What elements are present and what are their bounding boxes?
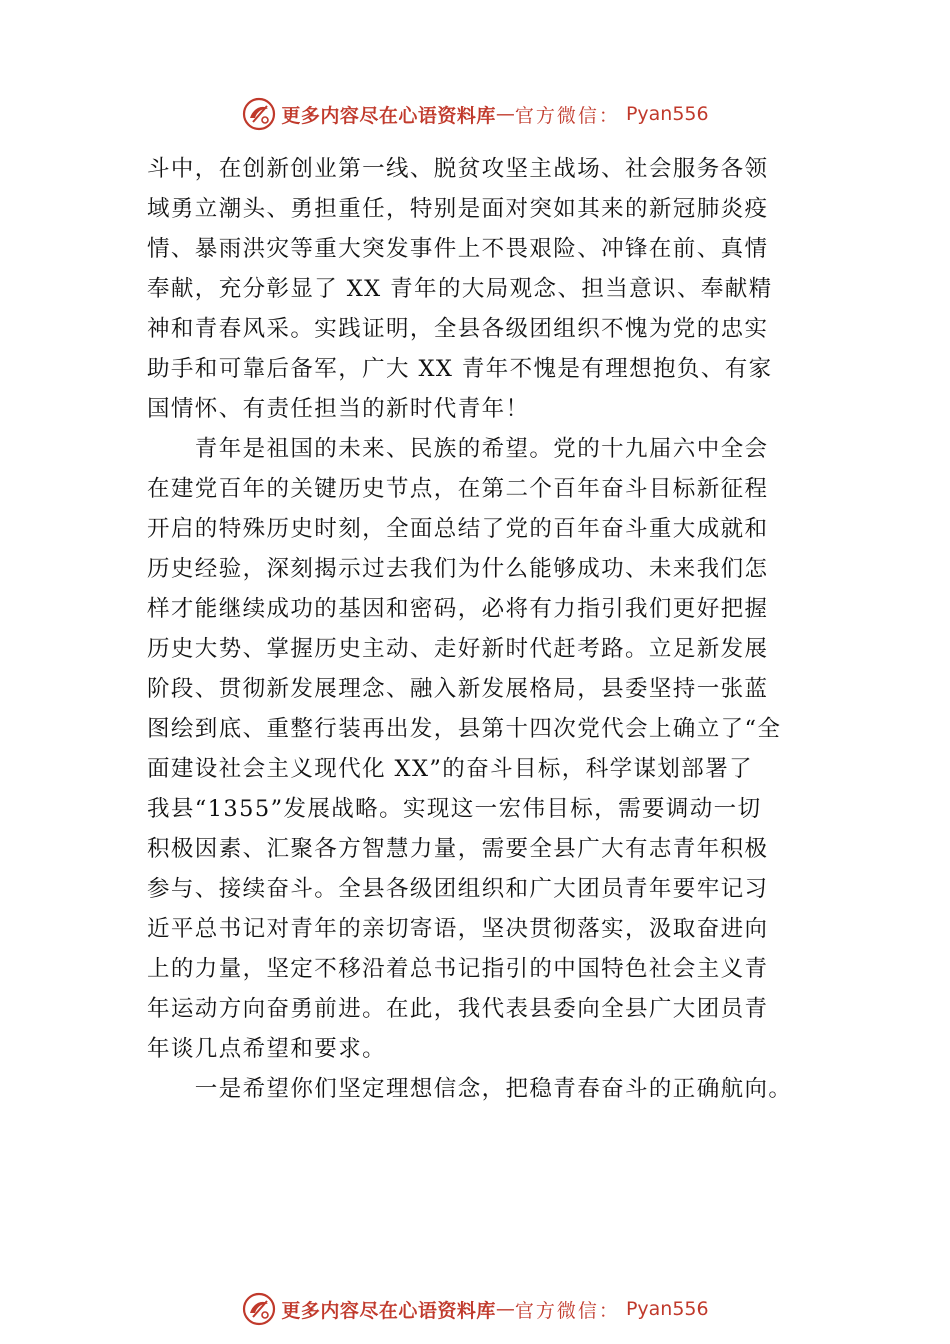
body-line: 面建设社会主义现代化 XX”的奋斗目标，科学谋划部署了 xyxy=(147,756,753,782)
footer-banner xyxy=(0,1289,950,1329)
footer-dash: — xyxy=(495,1298,515,1320)
document-body xyxy=(147,149,813,1109)
body-line: 在建党百年的关键历史节点，在第二个百年奋斗目标新征程 xyxy=(147,476,769,502)
body-line: 阶段、贯彻新发展理念、融入新发展格局，县委坚持一张蓝 xyxy=(147,676,769,702)
header-wechat-id: Pyan556 xyxy=(625,103,709,125)
footer-wechat-label: 官方微信： xyxy=(514,1299,620,1322)
body-line: 年谈几点希望和要求。 xyxy=(147,1036,387,1062)
body-line: 情、暴雨洪灾等重大突发事件上不畏艰险、冲锋在前、真情 xyxy=(147,236,769,262)
footer-brand-text: 更多内容尽在心语资料库 xyxy=(281,1299,496,1322)
header-brand-text: 更多内容尽在心语资料库 xyxy=(281,104,496,127)
body-line: 样才能继续成功的基因和密码，必将有力指引我们更好把握 xyxy=(147,596,769,622)
body-line: 积极因素、汇聚各方智慧力量，需要全县广大有志青年积极 xyxy=(147,836,769,862)
body-line: 年运动方向奋勇前进。在此，我代表县委向全县广大团员青 xyxy=(147,996,769,1022)
header-dash: — xyxy=(495,103,515,125)
body-line: 一是希望你们坚定理想信念，把稳青春奋斗的正确航向。 xyxy=(147,1076,793,1102)
body-line: 历史大势、掌握历史主动、走好新时代赶考路。立足新发展 xyxy=(147,636,769,662)
body-line: 历史经验，深刻揭示过去我们为什么能够成功、未来我们怎 xyxy=(147,556,769,582)
body-line: 图绘到底、重整行装再出发，县第十四次党代会上确立了“全 xyxy=(147,716,782,742)
body-line: 青年是祖国的未来、民族的希望。党的十九届六中全会 xyxy=(147,436,769,462)
body-line: 上的力量，坚定不移沿着总书记指引的中国特色社会主义青 xyxy=(147,956,769,982)
body-line: 开启的特殊历史时刻，全面总结了党的百年奋斗重大成就和 xyxy=(147,516,769,542)
body-line: 斗中，在创新创业第一线、脱贫攻坚主战场、社会服务各领 xyxy=(147,156,769,182)
body-line: 参与、接续奋斗。全县各级团组织和广大团员青年要牢记习 xyxy=(147,876,769,902)
body-line: 国情怀、有责任担当的新时代青年！ xyxy=(147,396,530,422)
header-banner xyxy=(0,94,950,134)
body-line: 助手和可靠后备军，广大 XX 青年不愧是有理想抱负、有家 xyxy=(147,356,773,382)
body-line: 域勇立潮头、勇担重任，特别是面对突如其来的新冠肺炎疫 xyxy=(147,196,769,222)
body-line: 近平总书记对青年的亲切寄语，坚决贯彻落实，汲取奋进向 xyxy=(147,916,769,942)
body-line: 神和青春风采。实践证明，全县各级团组织不愧为党的忠实 xyxy=(147,316,769,342)
red-swirl-logo-icon xyxy=(241,96,277,132)
footer-wechat-id: Pyan556 xyxy=(625,1298,709,1320)
body-line: 奉献，充分彰显了 XX 青年的大局观念、担当意识、奉献精 xyxy=(147,276,773,302)
body-line: 我县“1355”发展战略。实现这一宏伟目标，需要调动一切 xyxy=(147,796,762,822)
header-wechat-label: 官方微信： xyxy=(514,104,620,127)
red-swirl-logo-icon xyxy=(241,1291,277,1327)
